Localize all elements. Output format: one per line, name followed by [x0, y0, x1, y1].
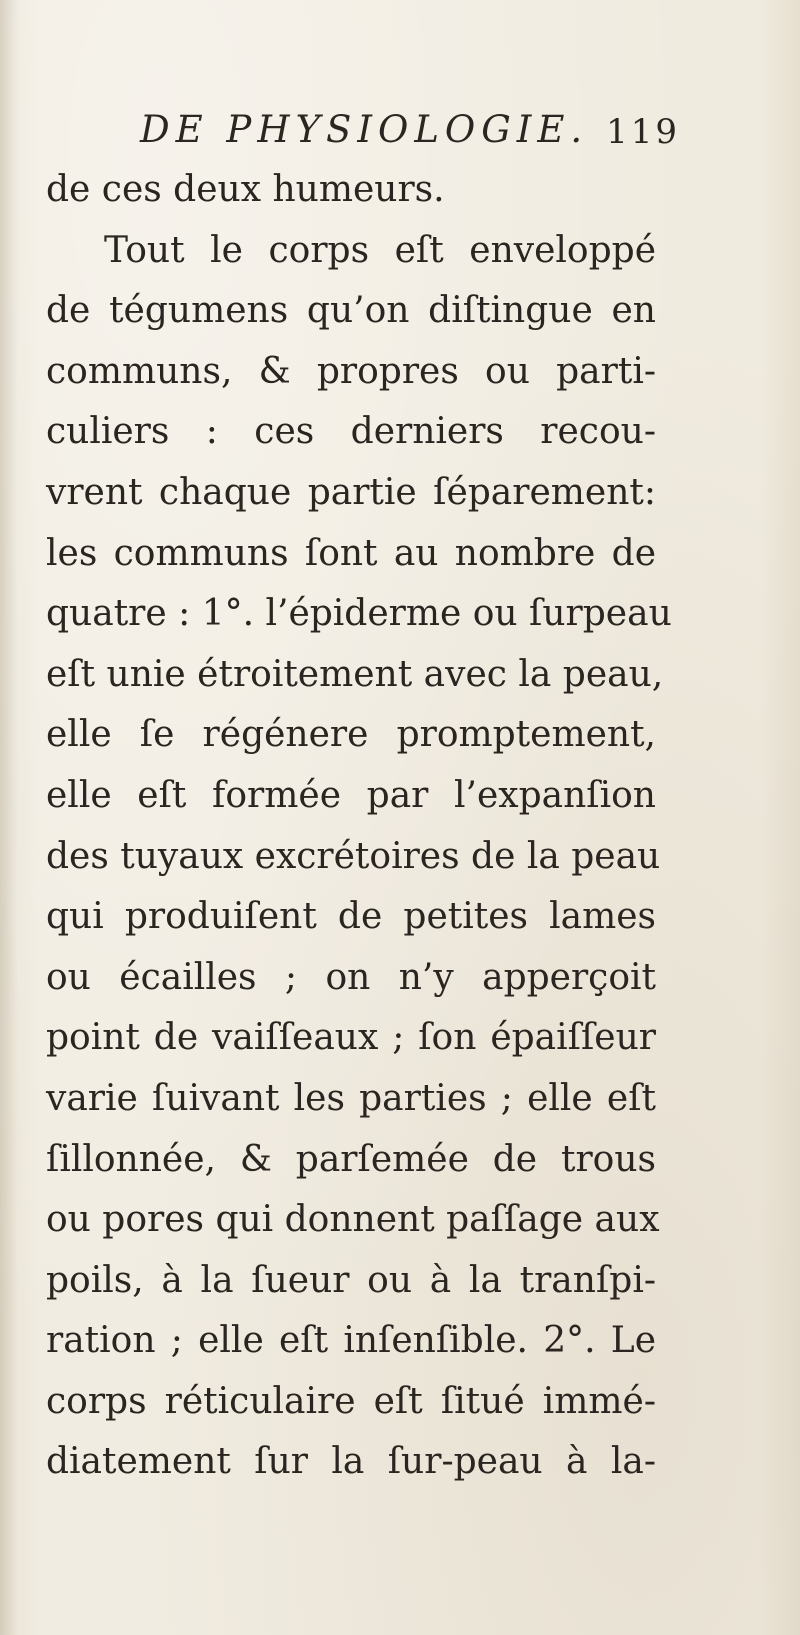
- text-line: de tégumens qu’on diſtingue en: [46, 290, 656, 332]
- body-text: [46, 160, 672, 1493]
- text-line: communs, & propres ou parti-: [46, 350, 656, 392]
- text-line: ou écailles ; on n’y apperçoit: [46, 956, 656, 998]
- text-line: de ces deux humeurs.: [46, 169, 445, 210]
- text-line: ſillonnée, & parſemée de trous: [46, 1138, 656, 1180]
- text-line: quatre : 1°. l’épiderme ou ſurpeau: [46, 593, 672, 635]
- text-line: elle ſe régénere promptement,: [46, 714, 656, 756]
- running-title: DE PHYSIOLOGIE.: [140, 108, 589, 151]
- page-header: [140, 108, 680, 168]
- page-number: 119: [606, 112, 680, 152]
- text-line: qui produiſent de petites lames: [46, 896, 656, 938]
- page-gutter-shadow: [0, 0, 18, 1635]
- text-line: poils, à la ſueur ou à la tranſpi-: [46, 1259, 656, 1301]
- text-line: ou pores qui donnent paſſage aux: [46, 1199, 660, 1241]
- text-line: elle eſt formée par l’expanſion: [46, 774, 656, 816]
- text-line: eſt unie étroitement avec la peau,: [46, 653, 664, 695]
- text-line: Tout le corps eſt enveloppé: [104, 229, 656, 271]
- text-line: ration ; elle eſt inſenſible. 2°. Le: [46, 1320, 656, 1362]
- text-line: culiers : ces derniers recou-: [46, 411, 656, 453]
- text-line: vrent chaque partie ſéparement:: [46, 471, 656, 513]
- text-line: les communs ſont au nombre de: [46, 532, 656, 574]
- text-line: corps réticulaire eſt ſitué immé-: [46, 1380, 656, 1422]
- text-line: point de vaiſſeaux ; ſon épaiſſeur: [46, 1017, 656, 1059]
- text-line: des tuyaux excrétoires de la peau: [46, 835, 661, 877]
- text-line: varie ſuivant les parties ; elle eſt: [46, 1077, 656, 1119]
- text-line: diatement ſur la ſur-peau à la-: [46, 1441, 656, 1483]
